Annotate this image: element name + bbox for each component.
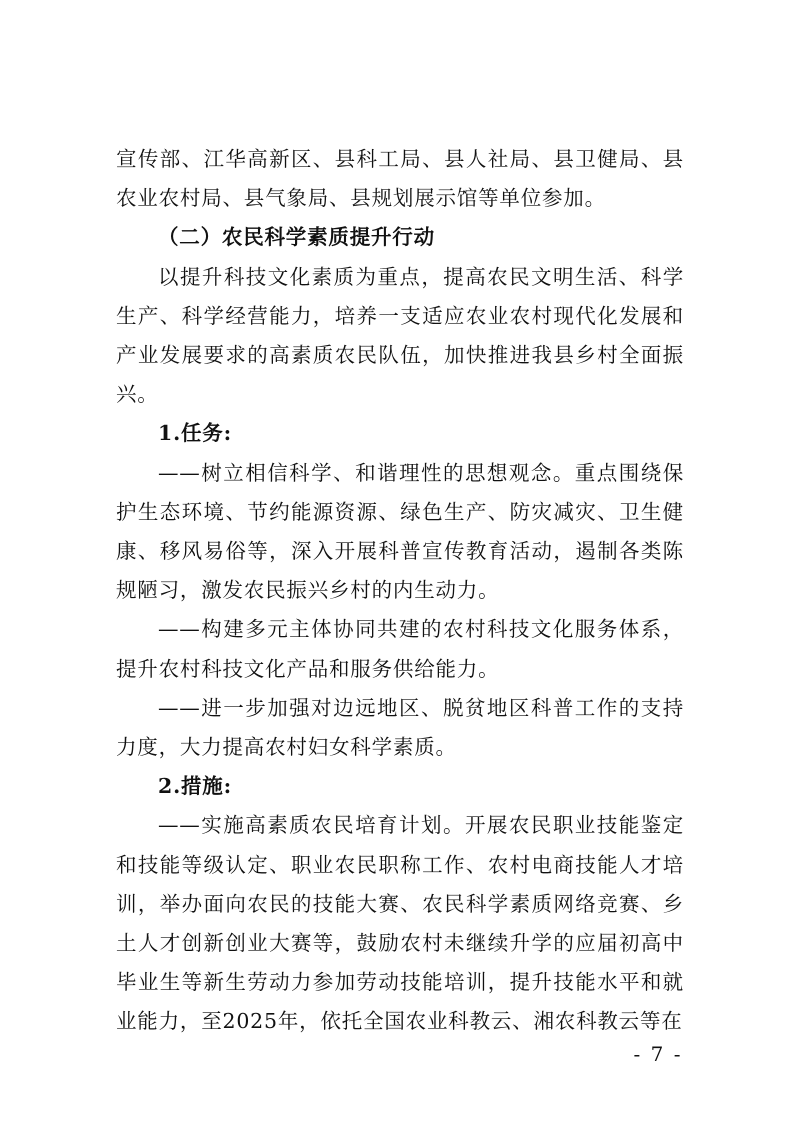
page-number: - 7 - [633,1042,683,1066]
document-body [116,140,684,1042]
paragraph-goal: 以提升科技文化素质为重点，提高农民文明生活、科学生产、科学经营能力，培养一支适应农业农村现代化发展和产业发展要求的高素质农民队伍，加快推进我县乡村全面振兴。 [116,264,684,407]
subheading-measures: 2.措施: [158,774,232,799]
paragraph-task-1: ——树立相信科学、和谐理性的思想观念。重点围绕保护生态环境、节约能源资源、绿色生产、防灾减灾、卫生健康、移风易俗等，深入开展科普宣传教育活动，遏制各类陈规陋习，激发农民振兴乡村的内生动力。 [116,460,684,603]
paragraph-task-2: ——构建多元主体协同共建的农村科技文化服务体系，提升农村科技文化产品和服务供给能力。 [116,617,684,681]
paragraph-participants: 宣传部、江华高新区、县科工局、县人社局、县卫健局、县农业农村局、县气象局、县规划展示馆等单位参加。 [116,147,684,211]
paragraph-task-3: ——进一步加强对边远地区、脱贫地区科普工作的支持力度，大力提高农村妇女科学素质。 [116,695,684,760]
paragraph-measure-1: ——实施高素质农民培育计划。开展农民职业技能鉴定和技能等级认定、职业农民职称工作、农村电商技能人才培训，举办面向农民的技能大赛、农民科学素质网络竞赛、乡土人才创新创业大赛等，鼓励农村未继续升学的应届初高中毕业生等新生劳动力参加劳动技能培训，提升技能水平和就业能力，至2025年，依托全国农业科教云、湘农科教云等在 [116,813,684,1034]
section-heading-farmer-science-literacy: （二）农民科学素质提升行动 [158,225,435,250]
subheading-tasks: 1.任务: [158,421,232,446]
